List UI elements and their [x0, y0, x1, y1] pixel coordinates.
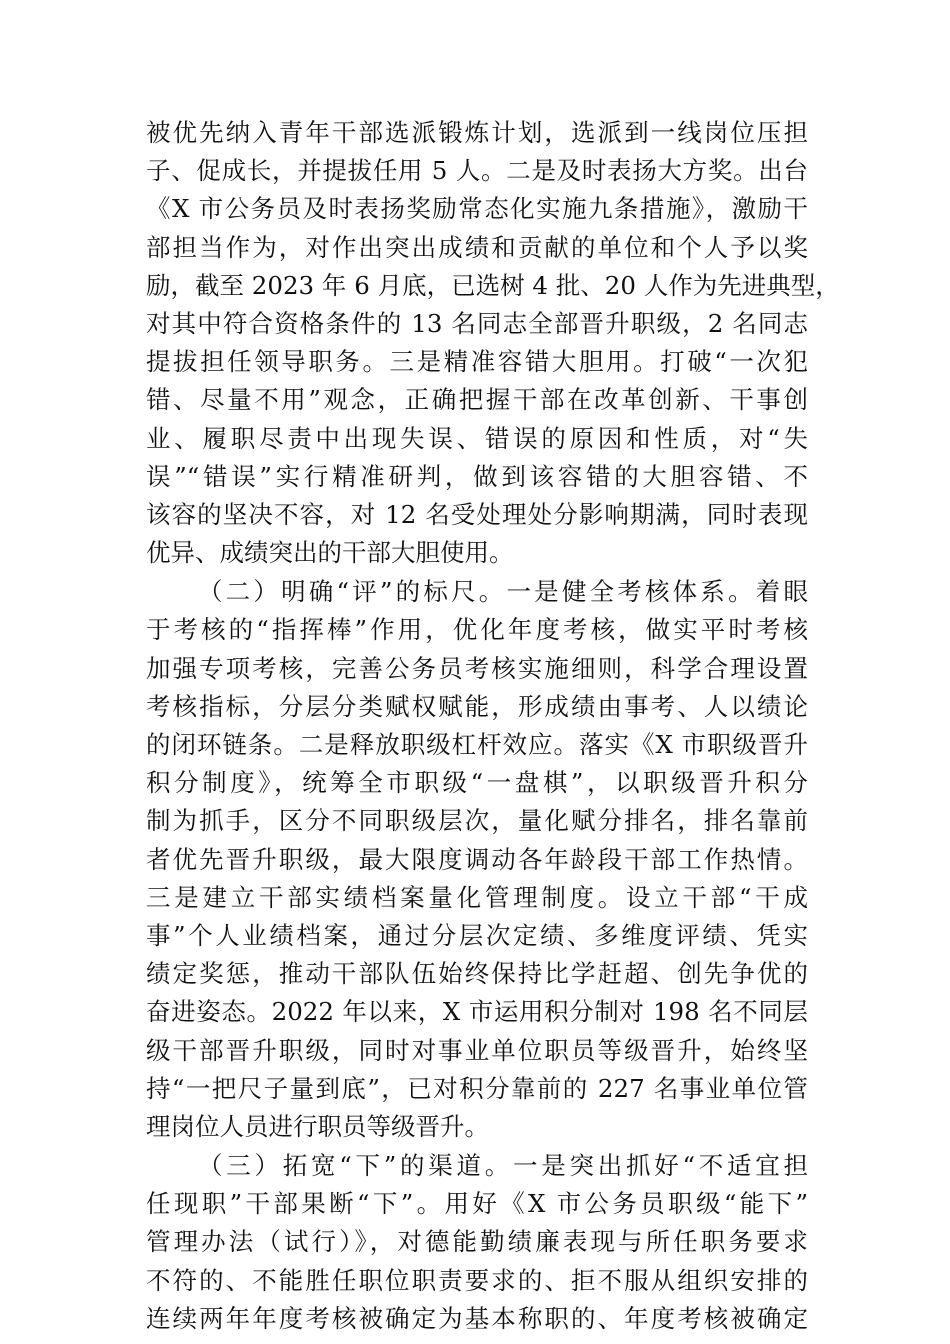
- text-line: 《X 市公务员及时表扬奖励常态化实施九条措施》，激励干: [146, 194, 808, 224]
- text-line: （二）明确“评”的标尺。一是健全考核体系。着眼: [198, 577, 808, 607]
- text-line: 对其中符合资格条件的 13 名同志全部晋升职级，2 名同志: [146, 308, 808, 338]
- text-line: 理岗位人员进行职员等级晋升。: [146, 1111, 489, 1141]
- text-line: 任现职”干部果断“下”。用好《X 市公务员职级“能下”: [146, 1189, 808, 1219]
- text-line: 子、促成长，并提拔任用 5 人。二是及时表扬大方奖。出台: [146, 156, 808, 186]
- text-line: 业、履职尽责中出现失误、错误的原因和性质，对“失: [146, 423, 808, 453]
- paragraph-2: [146, 573, 808, 1146]
- text-line: 绩定奖惩，推动干部队伍始终保持比学赶超、创先争优的: [146, 959, 808, 989]
- text-line: 励，截至 2023 年 6 月底，已选树 4 批、20 人作为先进典型，: [146, 270, 840, 300]
- text-line: 优异、成绩突出的干部大胆使用。: [146, 538, 514, 568]
- text-line: 不符的、不能胜任职位职责要求的、拒不服从组织安排的: [146, 1265, 808, 1295]
- document-body: [146, 114, 840, 1338]
- text-line: 事”个人业绩档案，通过分层次定绩、多维度评绩、凭实: [146, 920, 808, 950]
- text-line: 被优先纳入青年干部选派锻炼计划，选派到一线岗位压担: [146, 118, 808, 147]
- text-line: 于考核的“指挥棒”作用，优化年度考核，做实平时考核: [146, 615, 808, 645]
- paragraph-1-continued: [146, 114, 840, 572]
- text-line: 考核指标，分层分类赋权赋能，形成绩由事考、人以绩论: [146, 691, 808, 721]
- text-line: 该容的坚决不容，对 12 名受处理处分影响期满，同时表现: [146, 499, 808, 529]
- text-line: 误”“错误”实行精准研判，做到该容错的大胆容错、不: [146, 461, 808, 491]
- text-line: 级干部晋升职级，同时对事业单位职员等级晋升，始终坚: [146, 1035, 808, 1065]
- text-line: 错、尽量不用”观念，正确把握干部在改革创新、干事创: [146, 385, 808, 415]
- text-line: 奋进姿态。2022 年以来，X 市运用积分制对 198 名不同层: [146, 997, 808, 1027]
- text-line: 制为抓手，区分不同职级层次，量化赋分排名，排名靠前: [146, 806, 808, 836]
- text-line: 的闭环链条。二是释放职级杠杆效应。落实《X 市职级晋升: [146, 730, 808, 759]
- text-line: 加强专项考核，完善公务员考核实施细则，科学合理设置: [146, 653, 808, 683]
- text-line: 者优先晋升职级，最大限度调动各年龄段干部工作热情。: [146, 844, 808, 874]
- text-line: 积分制度》，统筹全市职级“一盘棋”，以职级晋升积分: [146, 768, 808, 798]
- text-line: 连续两年年度考核被确定为基本称职的、年度考核被确定: [146, 1303, 808, 1333]
- text-line: 三是建立干部实绩档案量化管理制度。设立干部“干成: [146, 882, 808, 912]
- text-line: 提拔担任领导职务。三是精准容错大胆用。打破“一次犯: [146, 347, 808, 377]
- text-line: 持“一把尺子量到底”，已对积分靠前的 227 名事业单位管: [146, 1073, 808, 1103]
- text-line: 管理办法（试行）》，对德能勤绩廉表现与所任职务要求: [146, 1227, 808, 1257]
- text-line: （三）拓宽“下”的渠道。一是突出抓好“不适宜担: [198, 1151, 808, 1181]
- text-line: 部担当作为，对作出突出成绩和贡献的单位和个人予以奖: [146, 232, 808, 262]
- paragraph-3: [146, 1147, 808, 1338]
